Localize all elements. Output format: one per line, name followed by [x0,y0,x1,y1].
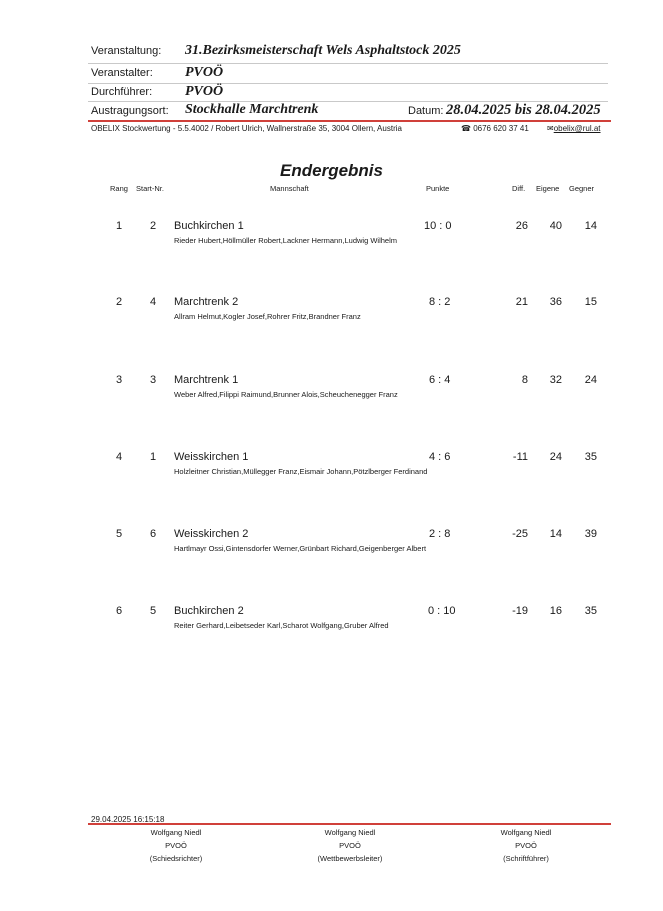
punkte-value: 0 : 10 [428,605,456,617]
team-members: Hartlmayr Ossi,Gintensdorfer Werner,Grünbart Richard,Geigenberger Albert [174,544,427,553]
email-contact [547,124,601,133]
result-row [0,296,663,336]
eigene-value: 14 [549,528,562,540]
team-members: Reiter Gerhard,Leibetseder Karl,Scharot Wolfgang,Gruber Alfred [174,621,389,630]
eigene-value: 32 [549,374,562,386]
signature-role: (Wettbewerbsleiter) [317,854,383,863]
team-members: Rieder Hubert,Höllmüller Robert,Lackner Hermann,Ludwig Wilhelm [174,236,398,245]
team-members: Allram Helmut,Kogler Josef,Rohrer Fritz,Brandner Franz [174,312,361,321]
diff-value: -25 [512,528,528,540]
phone-number: 0676 620 37 41 [473,124,529,133]
result-row [0,451,663,491]
team-members: Weber Alfred,Filippi Raimund,Brunner Alois,Scheuchenegger Franz [174,390,398,399]
signature-role: (Schriftführer) [503,854,549,863]
signature-org: PVOÖ [339,841,361,850]
datum-value: 28.04.2025 bis 28.04.2025 [446,102,601,118]
page-title: Endergebnis [280,161,383,180]
diff-value: 21 [515,296,528,308]
diff-value: -11 [512,451,528,463]
software-info: OBELIX Stockwertung - 5.5.4002 / Robert Ulrich, Wallnerstraße 35, 3004 Ollern, Austria [91,124,402,133]
phone-icon: ☎ [461,124,471,133]
header-accent-line [88,120,611,122]
diff-value: 8 [521,374,528,386]
result-row [0,605,663,645]
signature-org: PVOÖ [165,841,187,850]
veranstaltung-label: Veranstaltung: [91,45,162,57]
result-row [0,528,663,568]
startnr-value: 6 [150,528,157,540]
gegner-value: 39 [584,528,597,540]
veranstaltung-value: 31.Bezirksmeisterschaft Wels Asphaltstock 2025 [185,43,461,58]
startnr-value: 5 [150,605,157,617]
datum-label: Datum: [408,105,444,117]
punkte-value: 8 : 2 [429,296,451,308]
veranstalter-value: PVOÖ [185,65,224,80]
column-header-diff: Diff. [512,184,526,193]
punkte-value: 6 : 4 [429,374,451,386]
team-name: Marchtrenk 1 [174,374,239,386]
header-divider [88,83,608,84]
team-members: Holzleitner Christian,Müllegger Franz,Eismair Johann,Pötzlberger Ferdinand [174,467,428,476]
austragungsort-label: Austragungsort: [91,105,169,117]
column-header-rang: Rang [110,184,128,193]
rang-value: 6 [116,605,123,617]
header-divider [88,63,608,64]
signature-name: Wolfgang Niedl [500,828,552,837]
email-address: obelix@rul.at [553,124,601,133]
signature-block-schiedsrichter [106,826,246,865]
startnr-value: 4 [150,296,157,308]
signature-org: PVOÖ [515,841,537,850]
print-timestamp: 29.04.2025 16:15:18 [91,815,165,824]
eigene-value: 24 [549,451,562,463]
eigene-value: 36 [549,296,562,308]
punkte-value: 10 : 0 [424,220,452,232]
rang-value: 4 [116,451,123,463]
durchfuehrer-label: Durchführer: [91,86,153,98]
team-name: Buchkirchen 2 [174,605,244,617]
rang-value: 3 [116,374,123,386]
result-row [0,220,663,260]
startnr-value: 3 [150,374,157,386]
startnr-value: 2 [150,220,157,232]
gegner-value: 35 [584,451,597,463]
envelope-icon: ✉ [547,124,554,133]
startnr-value: 1 [150,451,157,463]
team-name: Buchkirchen 1 [174,220,244,232]
signature-name: Wolfgang Niedl [150,828,202,837]
diff-value: 26 [515,220,528,232]
signature-name: Wolfgang Niedl [324,828,376,837]
signature-block-wettbewerbsleiter [280,826,420,865]
phone-contact [461,124,529,133]
durchfuehrer-value: PVOÖ [185,84,224,99]
team-name: Weisskirchen 2 [174,528,249,540]
gegner-value: 14 [584,220,597,232]
gegner-value: 24 [584,374,597,386]
column-header-gegner: Gegner [569,184,595,193]
eigene-value: 16 [549,605,562,617]
column-header-punkte: Punkte [426,184,450,193]
column-header-eigene: Eigene [536,184,560,193]
rang-value: 5 [116,528,123,540]
punkte-value: 4 : 6 [429,451,451,463]
eigene-value: 40 [549,220,562,232]
gegner-value: 35 [584,605,597,617]
signature-block-schriftfuehrer [456,826,596,865]
team-name: Marchtrenk 2 [174,296,239,308]
team-name: Weisskirchen 1 [174,451,249,463]
result-row [0,374,663,414]
diff-value: -19 [512,605,528,617]
gegner-value: 15 [584,296,597,308]
veranstalter-label: Veranstalter: [91,67,153,79]
column-header-mannschaft: Mannschaft [270,184,309,193]
rang-value: 2 [116,296,123,308]
footer-accent-line [88,823,611,825]
signature-role: (Schiedsrichter) [149,854,203,863]
column-header-startnr: Start-Nr. [136,184,164,193]
punkte-value: 2 : 8 [429,528,451,540]
rang-value: 1 [116,220,123,232]
austragungsort-value: Stockhalle Marchtrenk [185,102,319,117]
